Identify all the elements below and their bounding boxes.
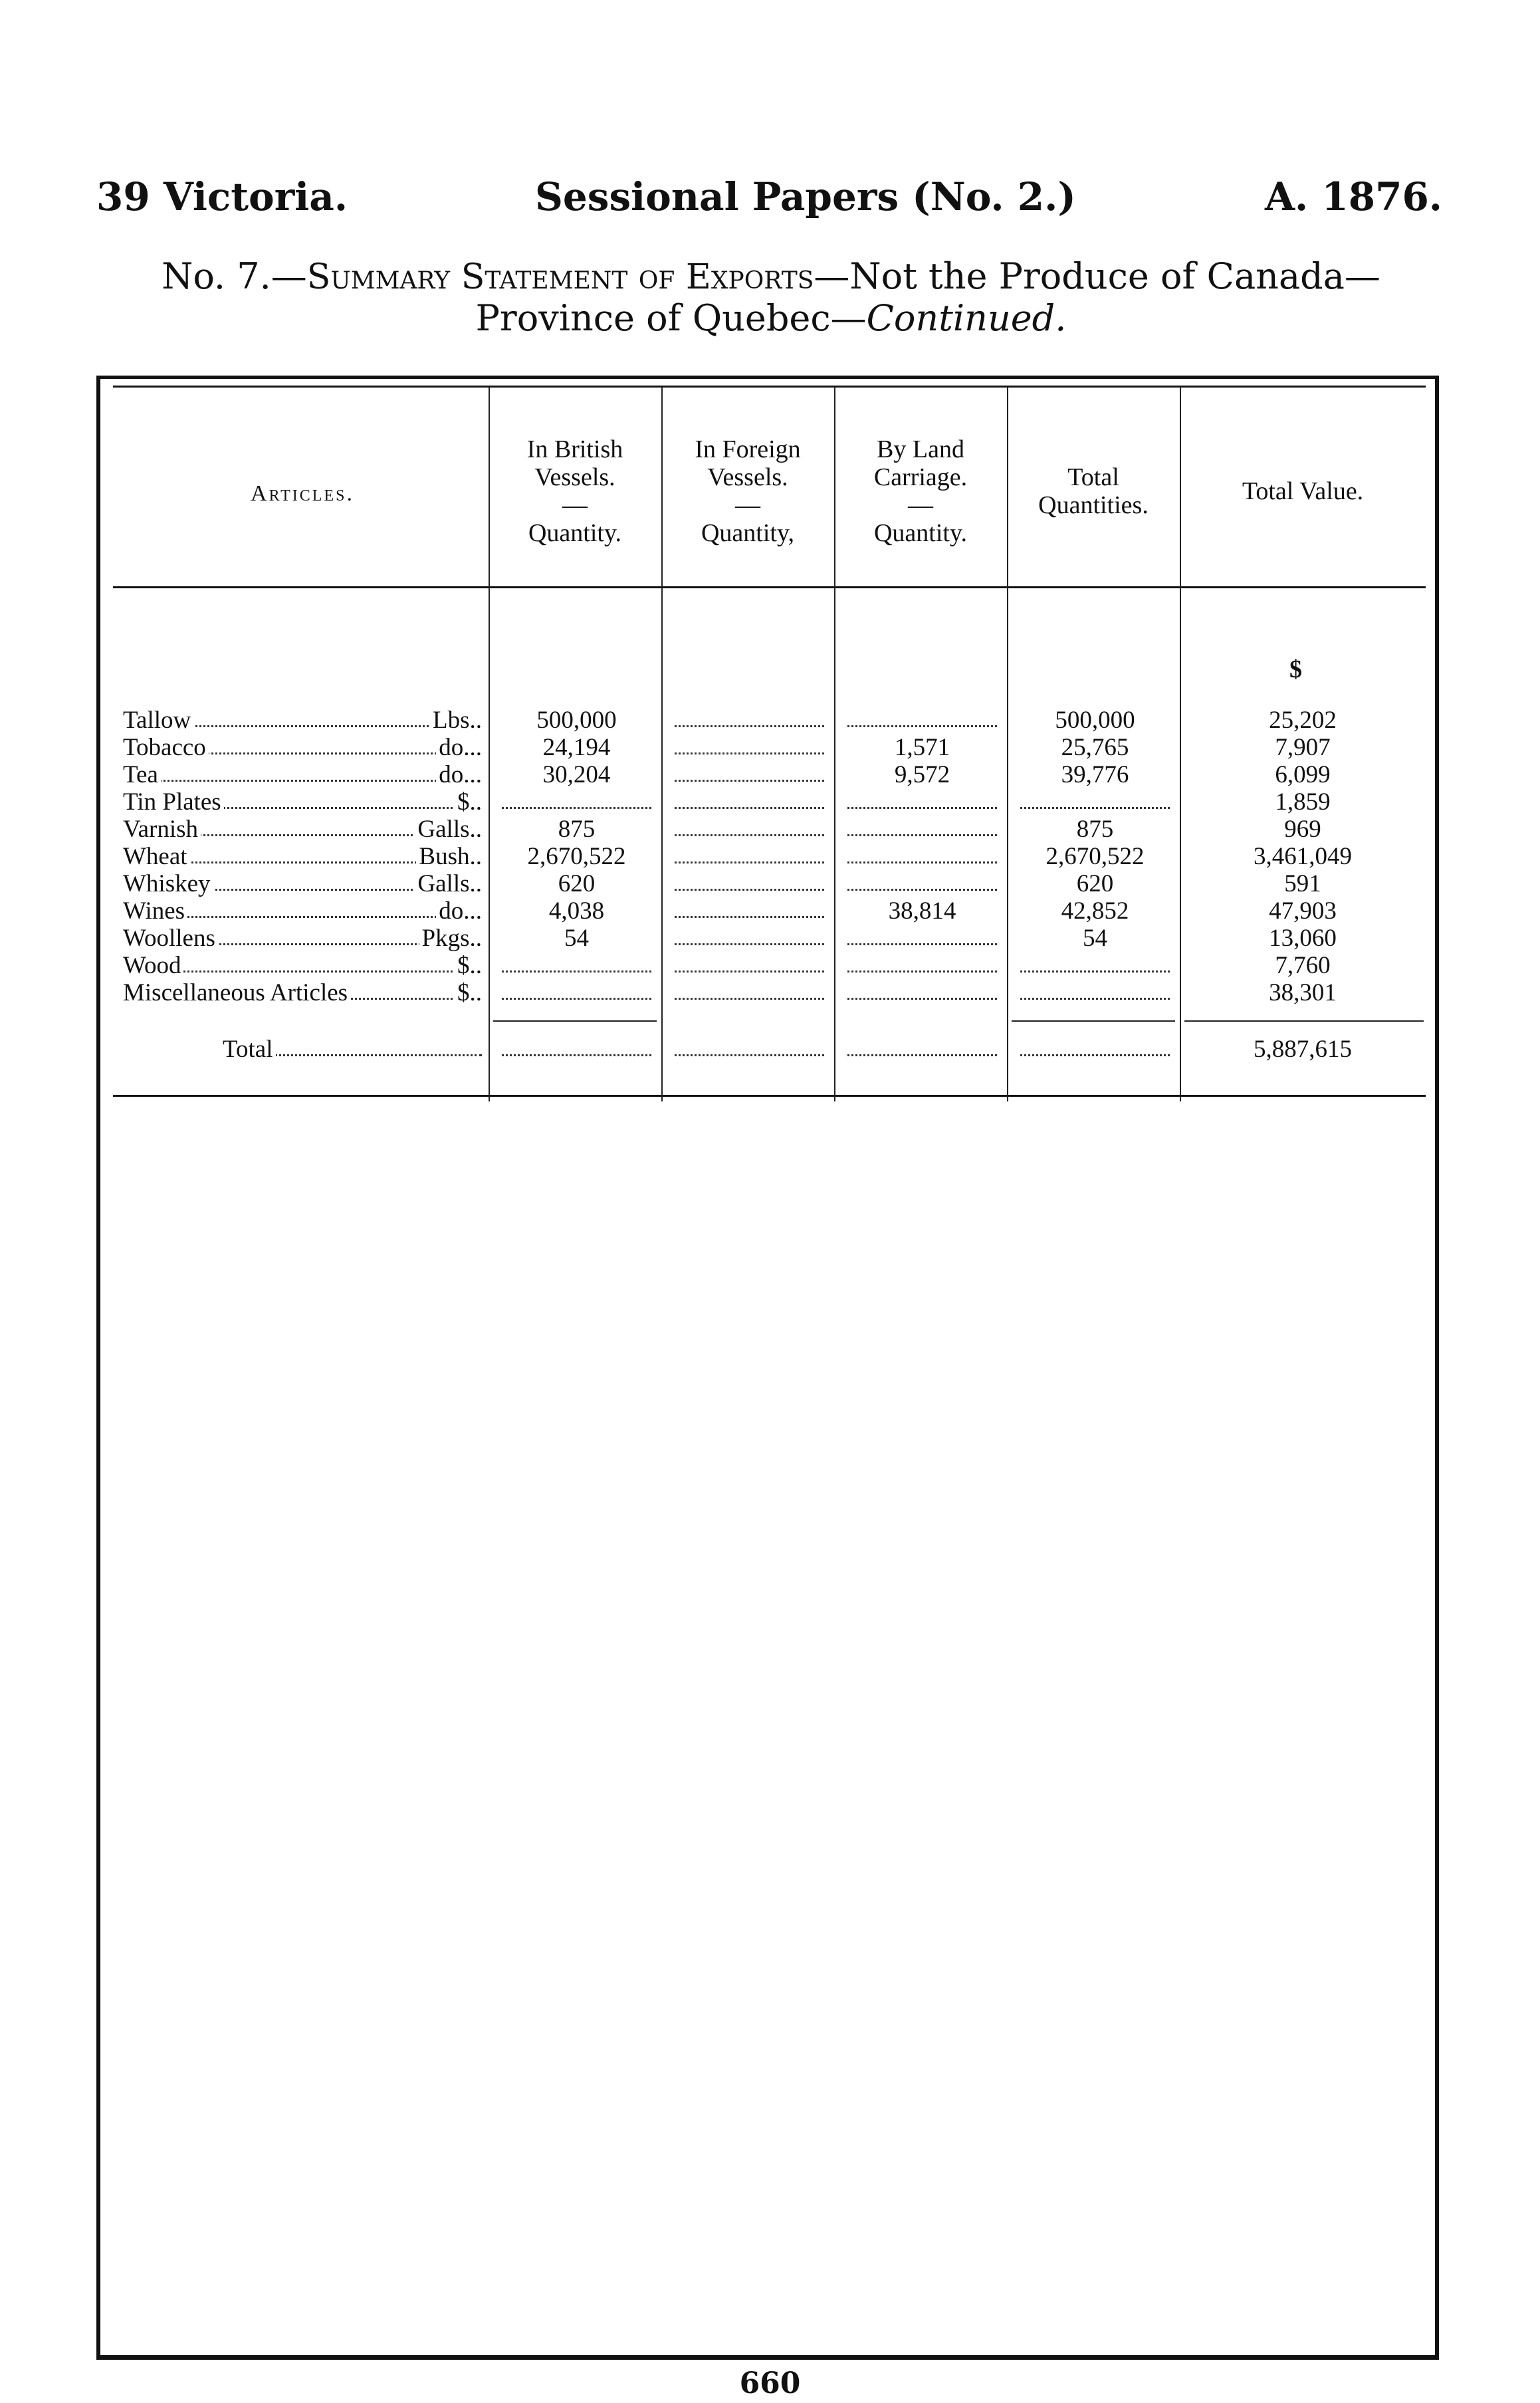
article-cell [123,897,482,925]
article-name: Woollens [123,925,218,952]
article-cell [123,734,482,761]
empty-cell [675,916,824,918]
empty-cell [1020,807,1170,809]
article-cell [123,707,482,734]
article-name: Miscellaneous Articles [123,979,350,1006]
article-cell [123,816,482,843]
value-cell: 25,202 [1269,707,1337,734]
col-header-total-quantities [1010,463,1176,519]
article-cell [123,870,482,897]
page-number: 660 [739,2366,801,2400]
quantity-cell: 500,000 [1055,707,1135,734]
article-unit: Galls.. [415,816,482,843]
sum-rule [493,1020,657,1022]
leader-dots [123,780,482,782]
value-cell: 1,859 [1275,788,1331,816]
article-name: Wood [123,952,183,979]
value-cell: 47,903 [1269,897,1337,925]
quantity-cell: 24,194 [542,734,611,761]
sum-rule [1184,1020,1424,1022]
table-top-rule [113,386,1426,388]
header-dash: — [908,491,933,519]
col-header-total-value: Total Value. [1242,477,1364,505]
title-line-2 [93,298,1449,339]
empty-cell [847,834,997,836]
table-row [123,925,1373,952]
table-row [123,788,1373,816]
table-row [123,870,1373,897]
empty-cell [847,1054,997,1056]
header-text: Quantity. [873,519,967,547]
article-name: Varnish [123,816,201,843]
value-cell: 969 [1284,816,1321,843]
article-name: Tallow [123,707,193,734]
article-unit: do... [436,897,482,925]
title-heading: Summary Statement of Exports [306,257,814,297]
article-unit: Bush.. [416,843,482,870]
quantity-cell: 30,204 [542,761,611,788]
table-row [123,979,1373,1006]
title-line-1 [93,256,1449,298]
table-row [123,843,1373,870]
empty-cell [847,725,997,727]
currency-symbol: $ [1289,655,1302,683]
article-unit: Pkgs.. [419,925,482,952]
quantity-cell: 2,670,522 [527,843,626,870]
total-row [123,1036,1373,1063]
empty-cell [675,943,824,945]
total-label: Total [223,1036,276,1063]
article-name: Tea [123,761,161,788]
article-unit: $.. [455,788,482,816]
publication-label: Sessional Papers (No. 2.) [535,174,1076,219]
header-text: Quantity, [701,519,794,547]
quantity-cell: 39,776 [1061,761,1129,788]
quantity-cell: 54 [564,925,589,952]
empty-cell [847,861,997,863]
article-cell [123,952,482,979]
table-row [123,707,1373,734]
running-header [96,174,1442,227]
page-title [93,256,1449,339]
article-unit: $.. [455,952,482,979]
article-name: Tin Plates [123,788,224,816]
header-text: Quantity. [528,519,621,547]
empty-cell [675,889,824,891]
col-header-land [837,435,1004,547]
title-province: Province of Quebec— [475,297,867,339]
total-value: 5,887,615 [1254,1036,1352,1063]
article-cell [123,843,482,870]
title-continued: Continued. [866,297,1067,339]
empty-cell [847,807,997,809]
year-label: A. 1876. [1264,174,1442,219]
col-header-foreign [665,435,831,547]
empty-cell [1020,998,1170,1000]
col-header-british [492,435,658,547]
quantity-cell: 620 [1076,870,1114,897]
header-text: Total [1067,463,1119,491]
session-label: 39 Victoria. [96,174,348,219]
value-cell: 13,060 [1269,925,1337,952]
empty-cell [502,1054,651,1056]
value-cell: 7,760 [1275,952,1331,979]
quantity-cell: 25,765 [1061,734,1129,761]
header-dash: — [562,491,588,519]
title-middle: —Not the Produce of Canada— [814,255,1380,297]
table-row [123,761,1373,788]
empty-cell [847,998,997,1000]
value-cell: 7,907 [1275,734,1331,761]
table-bottom-rule [113,1095,1426,1097]
empty-cell [675,1054,824,1056]
header-text: By Land [877,435,964,463]
header-text: Vessels. [707,463,788,491]
quantity-cell: 1,571 [894,734,950,761]
quantity-cell: 620 [558,870,596,897]
header-dash: — [735,491,760,519]
table-row [123,816,1373,843]
quantity-cell: 2,670,522 [1045,843,1145,870]
quantity-cell: 9,572 [894,761,950,788]
table-row [123,734,1373,761]
article-cell [123,925,482,952]
empty-cell [675,834,824,836]
header-text: Quantities. [1038,491,1149,519]
empty-cell [502,971,651,973]
empty-cell [675,752,824,754]
article-name: Wines [123,897,187,925]
empty-cell [675,998,824,1000]
empty-cell [675,861,824,863]
empty-cell [847,889,997,891]
quantity-cell: 42,852 [1061,897,1129,925]
empty-cell [1020,1054,1170,1056]
value-cell: 38,301 [1269,979,1337,1006]
quantity-cell: 4,038 [548,897,605,925]
article-cell [123,979,482,1006]
title-prefix: No. 7.— [162,255,307,297]
article-name: Tobacco [123,734,209,761]
empty-cell [675,971,824,973]
value-cell: 6,099 [1275,761,1331,788]
col-header-articles: Articles. [251,481,354,506]
table-row [123,897,1373,925]
header-text: In Foreign [695,435,801,463]
empty-cell [502,807,651,809]
empty-cell [675,807,824,809]
empty-cell [675,725,824,727]
header-rule [113,586,1426,588]
header-text: Vessels. [534,463,615,491]
empty-cell [502,998,651,1000]
article-unit: Lbs.. [430,707,482,734]
table-row [123,952,1373,979]
article-cell [123,788,482,816]
article-unit: Galls.. [415,870,482,897]
quantity-cell: 38,814 [888,897,956,925]
article-cell [123,761,482,788]
quantity-cell: 500,000 [536,707,617,734]
quantity-cell: 875 [1076,816,1114,843]
article-name: Wheat [123,843,190,870]
value-cell: 3,461,049 [1254,843,1352,870]
sum-rule [1012,1020,1175,1022]
article-unit: $.. [455,979,482,1006]
table-frame [96,376,1439,2360]
value-cell: 591 [1284,870,1321,897]
header-text: Carriage. [873,463,968,491]
empty-cell [1020,971,1170,973]
total-label-cell [123,1036,482,1063]
empty-cell [675,780,824,782]
article-name: Whiskey [123,870,213,897]
quantity-cell: 54 [1083,925,1107,952]
empty-cell [847,971,997,973]
article-unit: do... [436,761,482,788]
header-text: In British [526,435,623,463]
article-unit: do... [436,734,482,761]
quantity-cell: 875 [558,816,596,843]
empty-cell [847,943,997,945]
